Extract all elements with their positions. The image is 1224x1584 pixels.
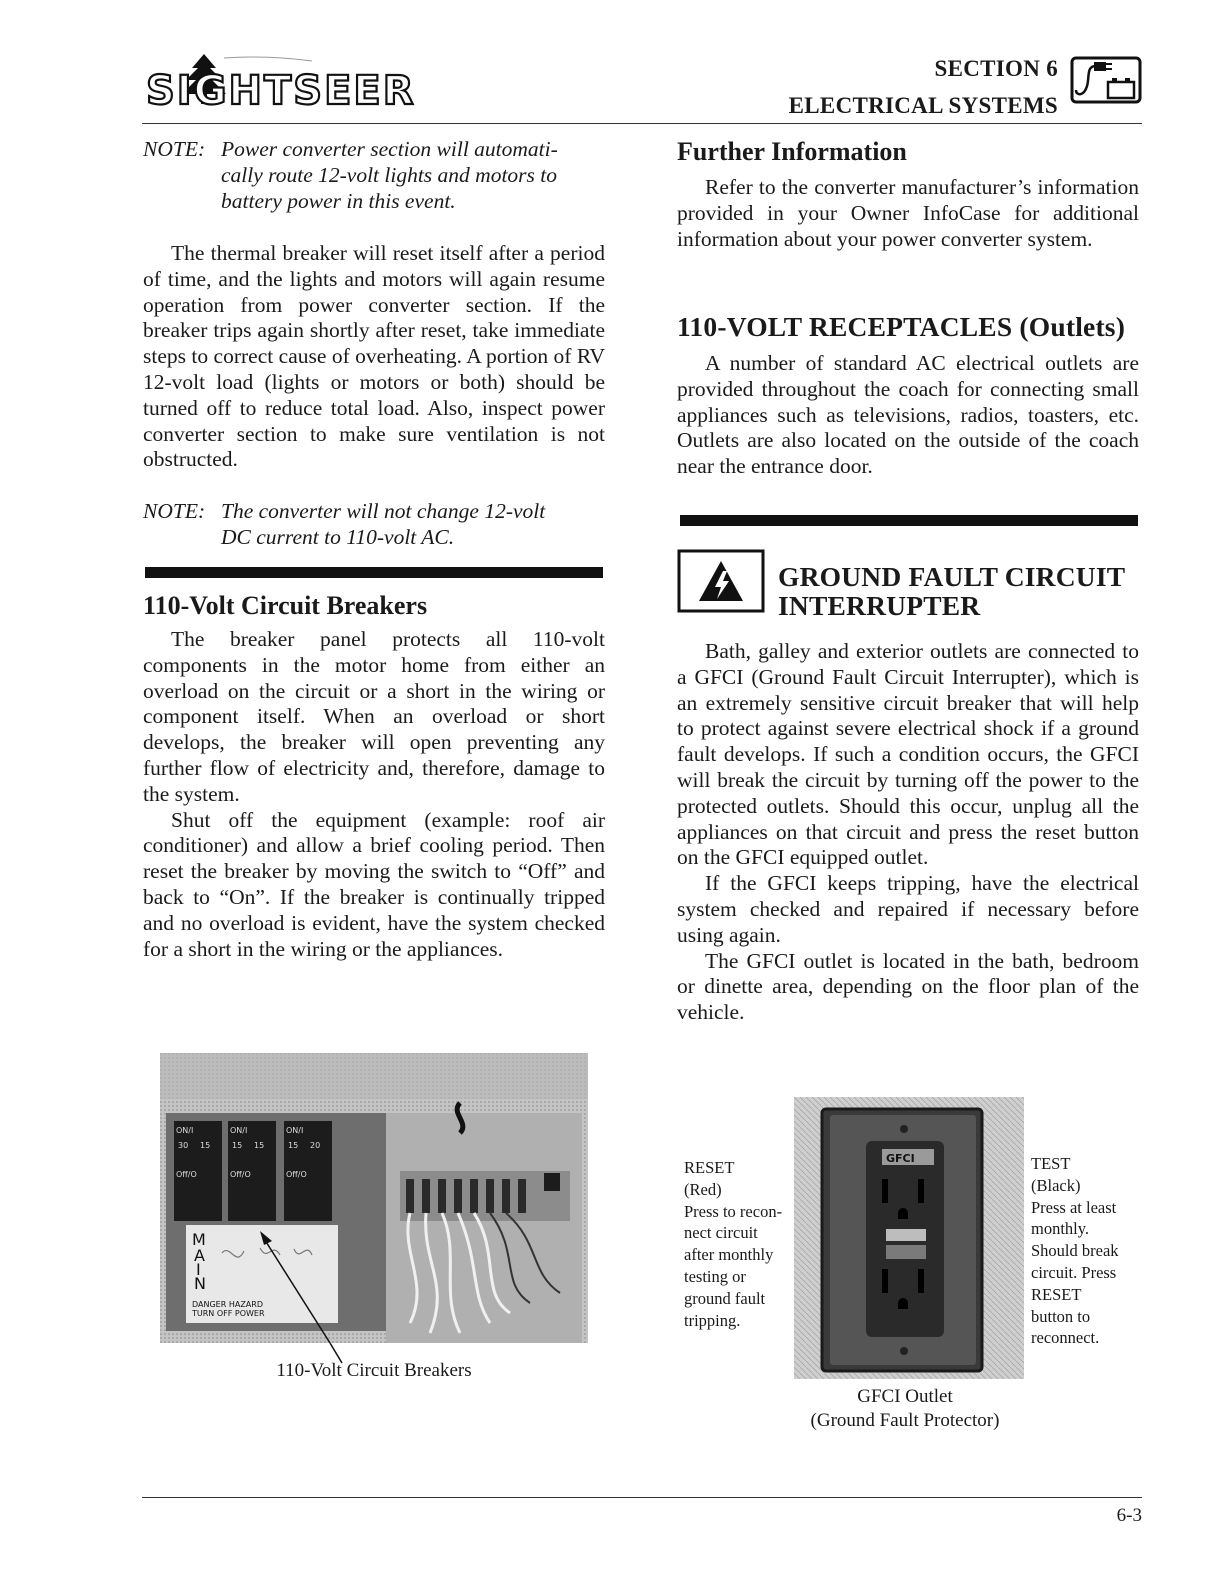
electrical-hazard-icon <box>677 549 765 613</box>
footer-rule <box>142 1497 1142 1498</box>
section-divider-bar <box>145 567 603 578</box>
danger-label: TURN OFF POWER <box>192 1309 265 1318</box>
gfci-outlet-photo <box>794 1097 1024 1379</box>
paragraph: Bath, galley and exterior outlets are connected to a GFCI (Ground Fault Circuit Interrupter), which is an extremely sensitive circuit breaker that will help to protect against severe electrical shock if a ground fault develops. If such a condition occurs, the GFCI will break the circuit by turning off the power to the protected outlets. Should this occur, unplug all the appliances on that circuit and press the reset button on the GFCI equipped outlet. <box>677 639 1139 870</box>
test-note-line: circuit. Press <box>1031 1262 1117 1282</box>
paragraph: Shut off the equipment (example: roof air conditioner) and allow a brief cooling period. Then reset the breaker by moving the switch to “Off” and back to “On”. If the breaker is continually tripped and no overload is evident, have the system checked for a short in the wiring or the appliances. <box>143 807 605 961</box>
paragraph: The thermal breaker will reset itself after a period of time, and the lights and motors will again resume operation from power converter section. If the breaker trips again shortly after reset, take immediate steps to correct cause of overheating. A portion of RV 12-volt load (lights or motors or both) should be turned off to reduce total load. Also, inspect power converter section to make sure ventilation is not obstructed. <box>143 241 605 472</box>
breaker-off-label: Off/O <box>230 1170 251 1179</box>
reset-button <box>886 1245 926 1259</box>
caption-line: (Ground Fault Protector) <box>810 1410 1000 1431</box>
paragraph: The GFCI outlet is located in the bath, bedroom or dinette area, depending on the floor plan of the vehicle. <box>677 948 1139 1025</box>
thermal-breaker-paragraph <box>143 241 605 473</box>
gfci-label: GFCI <box>886 1152 915 1165</box>
breaker-rating: 15 <box>254 1141 265 1150</box>
logo-wordmark: SIGHTSEER <box>146 68 416 108</box>
gfci-heading <box>778 562 1125 620</box>
breaker-panel-illustration <box>160 1053 588 1343</box>
page-number: 6-3 <box>1116 1505 1142 1526</box>
paragraph: Refer to the converter manufacturer’s information provided in your Owner InfoCase for additional information about your power converter system. <box>677 175 1139 251</box>
test-note-line: (Black) <box>1031 1175 1081 1195</box>
breaker-label: ON/I <box>176 1126 194 1135</box>
note-label: NOTE: <box>143 499 206 523</box>
reset-note-line: (Red) <box>684 1179 722 1199</box>
header-rule <box>142 123 1142 124</box>
breaker-photo-caption: 110-Volt Circuit Breakers <box>276 1360 472 1381</box>
note-line: DC current to 110-volt AC. <box>221 524 455 549</box>
gfci-body <box>677 639 1139 1026</box>
sightseer-logo <box>142 52 448 108</box>
gfci-outlet-illustration <box>794 1097 1024 1379</box>
test-note-line: monthly. <box>1031 1219 1090 1239</box>
breaker-rating: 20 <box>310 1141 321 1150</box>
breaker-rating: 15 <box>288 1141 299 1150</box>
further-information-body <box>677 175 1139 252</box>
reset-note-line: RESET <box>684 1158 735 1177</box>
test-note-line: button to <box>1031 1306 1091 1326</box>
paragraph: If the GFCI keeps tripping, have the electrical system checked and repaired if necessary before using again. <box>677 871 1139 947</box>
breaker-off-label: Off/O <box>286 1170 307 1179</box>
test-button <box>886 1229 926 1241</box>
reset-note <box>684 1157 794 1331</box>
test-note-line: Press at least <box>1031 1197 1117 1217</box>
section-divider-bar <box>680 515 1138 526</box>
breaker-rating: 15 <box>200 1141 211 1150</box>
main-letter: I <box>196 1260 201 1279</box>
note-converter-dc <box>143 499 613 549</box>
reset-note-line: testing or <box>684 1266 746 1286</box>
test-note-line: reconnect. <box>1031 1328 1100 1348</box>
reset-note-line: after monthly <box>684 1245 774 1265</box>
gfci-heading-line: GROUND FAULT CIRCUIT <box>778 561 1126 592</box>
gfci-photo-caption <box>790 1385 1020 1433</box>
gfci-heading-line: INTERRUPTER <box>778 590 981 621</box>
reset-note-line: tripping. <box>684 1310 741 1330</box>
paragraph: A number of standard AC electrical outlets are provided throughout the coach for connecting small appliances such as televisions, radios, toasters, etc. Outlets are also located on the outside of the coach near the entrance door. <box>677 351 1139 479</box>
note-line: Power converter section will automati- <box>221 137 558 161</box>
note-line: The converter will not change 12-volt <box>221 499 546 523</box>
section-title: ELECTRICAL SYSTEMS <box>788 93 1058 118</box>
circuit-breakers-body <box>143 627 605 962</box>
breaker-panel-photo <box>160 1053 588 1343</box>
test-note-line: RESET <box>1031 1284 1082 1304</box>
main-letter: M <box>192 1230 206 1249</box>
breaker-rating: 30 <box>178 1141 189 1150</box>
electrical-plug-battery-icon <box>1070 56 1142 104</box>
circuit-breakers-heading: 110-Volt Circuit Breakers <box>143 591 428 620</box>
note-power-converter <box>143 137 613 213</box>
breaker-rating: 15 <box>232 1141 243 1150</box>
reset-note-line: Press to recon- <box>684 1201 783 1221</box>
receptacles-body <box>677 351 1139 480</box>
test-note-line: Should break <box>1031 1241 1119 1261</box>
receptacles-heading: 110-VOLT RECEPTACLES (Outlets) <box>677 311 1126 342</box>
further-information-heading: Further Information <box>677 137 907 166</box>
breaker-label: ON/I <box>230 1126 248 1135</box>
breaker-label: ON/I <box>286 1126 304 1135</box>
danger-label: DANGER HAZARD <box>192 1300 263 1309</box>
main-letter: A <box>194 1246 205 1265</box>
note-line: cally route 12-volt lights and motors to <box>221 162 558 187</box>
reset-note-line: nect circuit <box>684 1223 758 1243</box>
main-letter: N <box>194 1274 206 1293</box>
reset-note-line: ground fault <box>684 1288 766 1308</box>
test-note-line: TEST <box>1031 1154 1071 1173</box>
caption-line: GFCI Outlet <box>857 1386 953 1407</box>
note-line: battery power in this event. <box>221 188 456 213</box>
test-note <box>1031 1153 1141 1349</box>
paragraph: The breaker panel protects all 110-volt components in the motor home from either an overload on the circuit or a short in the wiring or component itself. When an overload or short develops, the breaker will open preventing any further flow of electricity and, therefore, damage to the system. <box>143 627 605 806</box>
breaker-off-label: Off/O <box>176 1170 197 1179</box>
note-label: NOTE: <box>143 137 206 161</box>
section-number: SECTION 6 <box>934 56 1058 81</box>
